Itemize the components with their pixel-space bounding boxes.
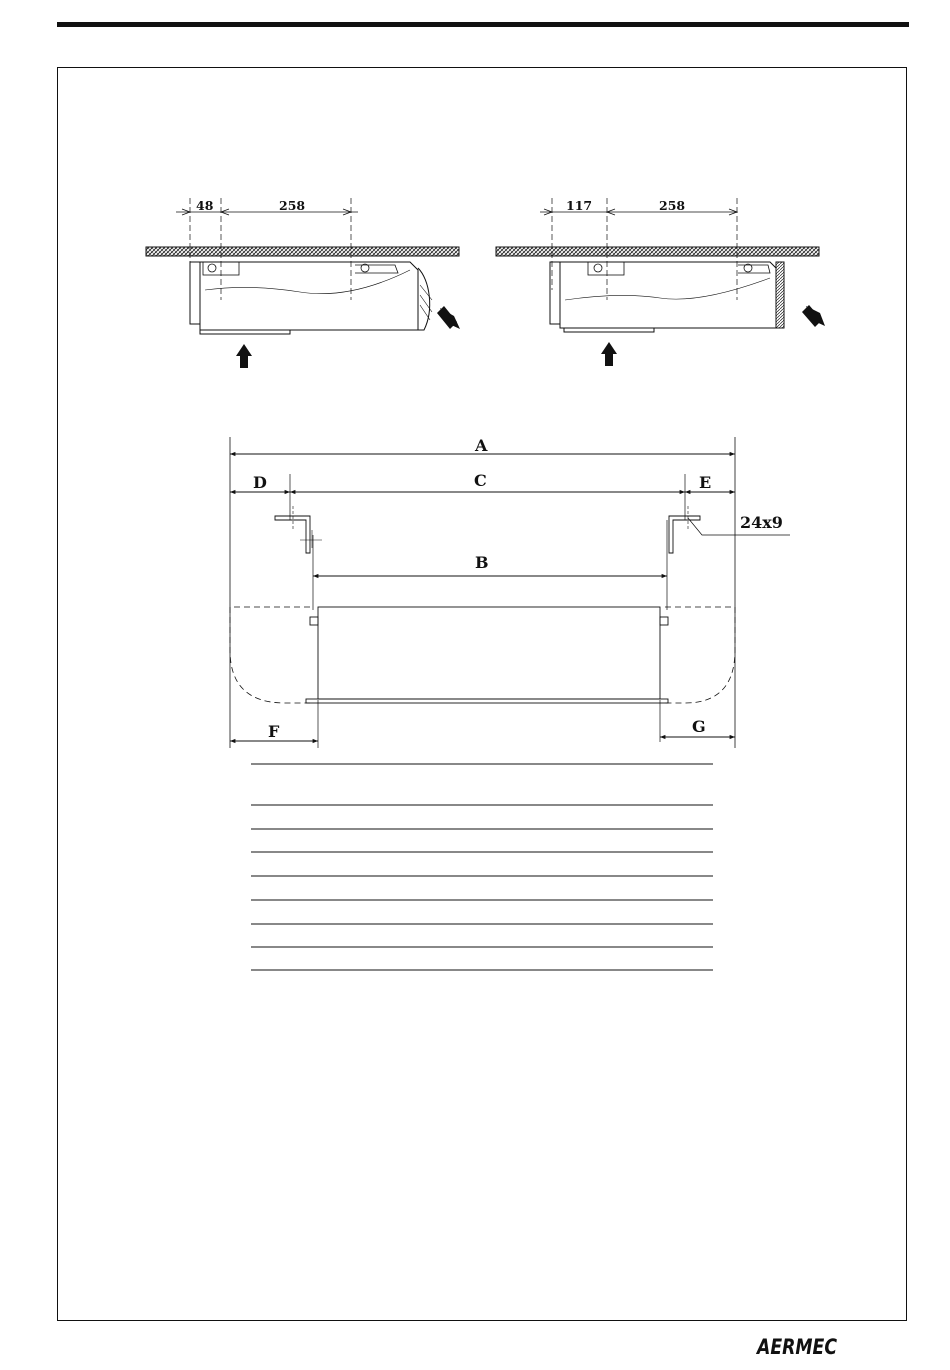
label-g: G xyxy=(692,717,706,736)
bracket-right xyxy=(669,516,700,553)
unit-outlet-left xyxy=(418,268,430,330)
dim-label-left-offset: 48 xyxy=(196,198,214,213)
unit-rear-plate-left xyxy=(190,262,200,324)
label-a: A xyxy=(475,436,488,455)
dim-label-right-offset: 117 xyxy=(566,198,593,213)
clearance-envelope-right xyxy=(665,607,735,703)
unit-inner-line-left xyxy=(205,270,410,294)
unit-intake-left xyxy=(200,330,290,334)
air-inlet-arrow-left xyxy=(236,344,252,368)
dimension-table xyxy=(251,764,713,970)
unit-body-left xyxy=(200,262,418,330)
label-e: E xyxy=(699,473,712,492)
dim-label-left-spacing: 258 xyxy=(279,198,306,213)
label-b: B xyxy=(475,553,489,572)
brand-logo: AERMEC xyxy=(755,1335,838,1359)
bracket-left xyxy=(275,516,310,553)
air-inlet-arrow-right xyxy=(601,342,617,366)
unit-body-right xyxy=(560,262,776,328)
unit-outlet-grille-right xyxy=(776,262,784,328)
label-slot-size: 24x9 xyxy=(740,513,783,532)
dim-label-right-spacing: 258 xyxy=(659,198,686,213)
label-f: F xyxy=(268,722,280,741)
ceiling-left xyxy=(146,247,459,256)
unit-front-body xyxy=(318,607,660,699)
ceiling-right xyxy=(496,247,819,256)
side-view-right xyxy=(496,198,825,366)
side-view-left xyxy=(146,198,460,368)
clearance-envelope-left xyxy=(230,607,310,703)
label-c: C xyxy=(474,471,487,490)
label-d: D xyxy=(253,473,267,492)
unit-front-grille xyxy=(306,699,668,703)
